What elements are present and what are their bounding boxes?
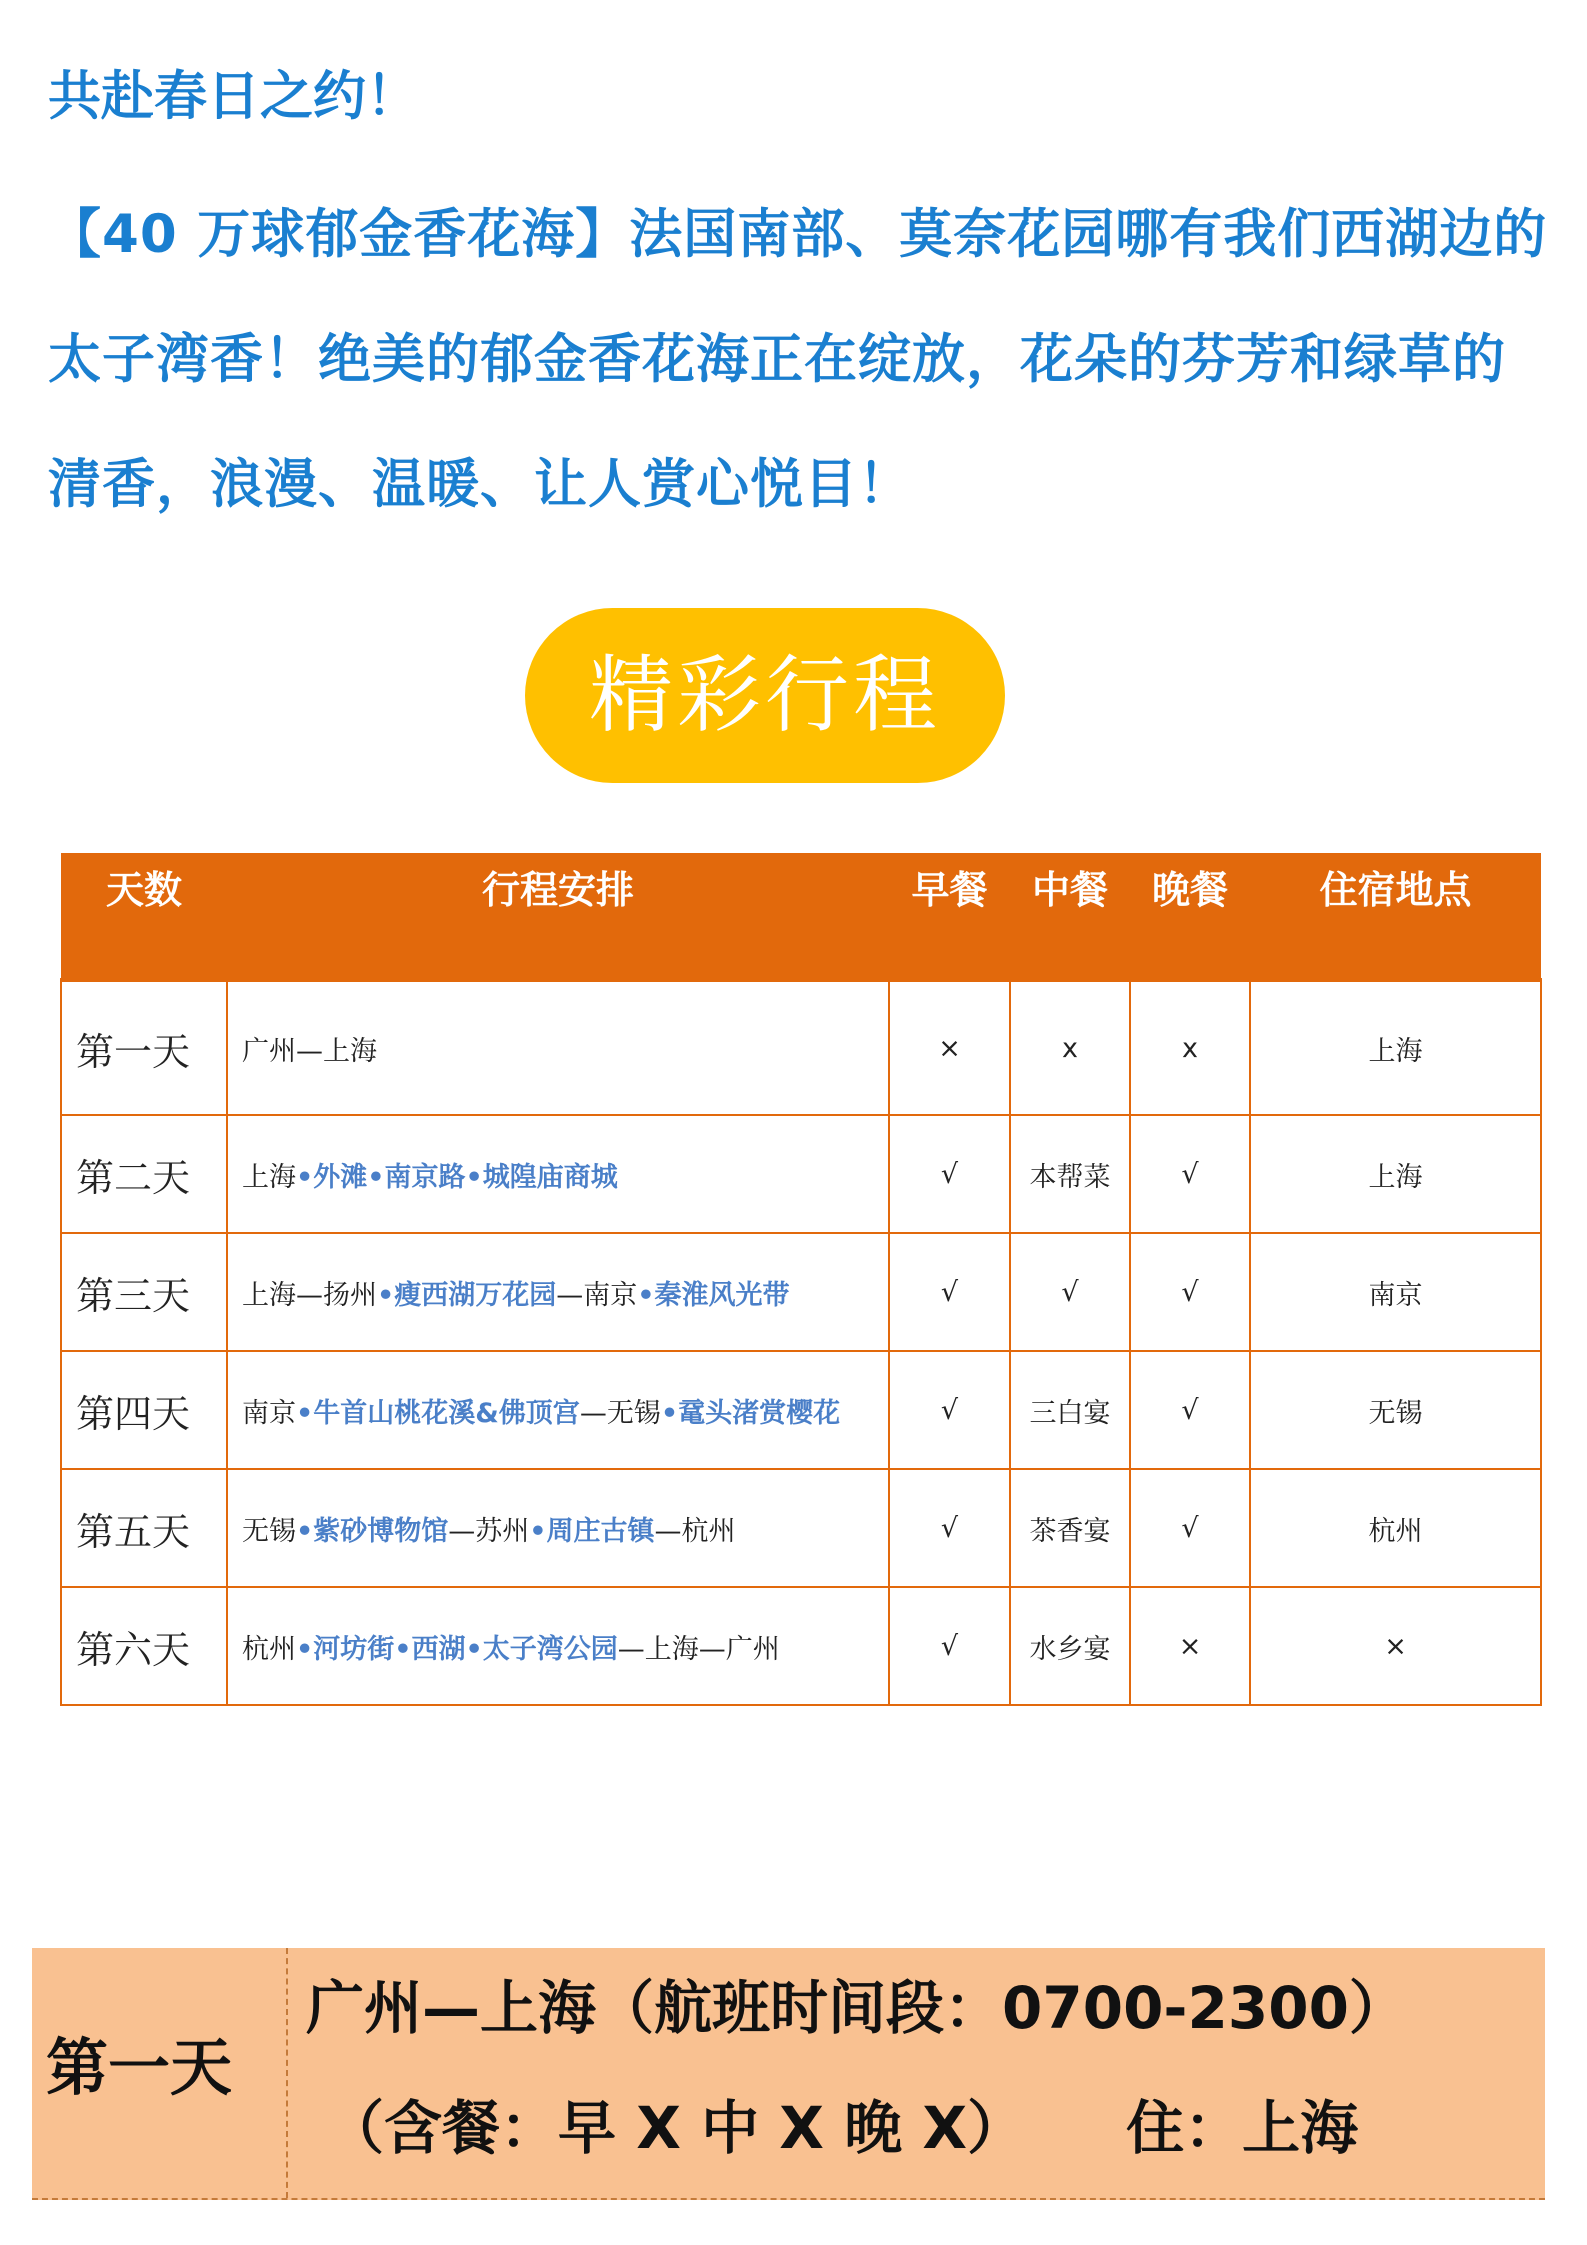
table-row — [61, 1587, 1541, 1705]
cell-accommodation: × — [1250, 1587, 1541, 1705]
cell-breakfast: √ — [889, 1351, 1010, 1469]
table-row — [61, 1351, 1541, 1469]
cell-day: 第三天 — [61, 1233, 227, 1351]
route-highlight: •瘦西湖万花园 — [377, 1279, 557, 1311]
cell-breakfast: × — [889, 980, 1010, 1115]
cell-lunch: 三白宴 — [1010, 1351, 1130, 1469]
route-text: —南京 — [556, 1279, 638, 1311]
cell-lunch: x — [1010, 980, 1130, 1115]
cell-day: 第四天 — [61, 1351, 227, 1469]
route-text: 上海 — [242, 1161, 296, 1193]
cell-route — [227, 980, 889, 1115]
route-text: —苏州 — [448, 1515, 530, 1547]
route-text: —上海—广州 — [617, 1633, 780, 1665]
intro-section — [48, 42, 1558, 547]
table-row — [61, 1233, 1541, 1351]
cell-accommodation: 上海 — [1250, 980, 1541, 1115]
cell-day: 第一天 — [61, 980, 227, 1115]
header-dinner: 晚餐 — [1130, 853, 1250, 980]
cell-dinner: √ — [1130, 1469, 1250, 1587]
cell-dinner: √ — [1130, 1233, 1250, 1351]
cell-dinner: √ — [1130, 1115, 1250, 1233]
cell-day: 第五天 — [61, 1469, 227, 1587]
route-highlight: •鼋头渚赏樱花 — [660, 1397, 841, 1429]
table-row — [61, 980, 1541, 1115]
section-banner: 精彩行程 — [525, 608, 1005, 783]
header-accommodation: 住宿地点 — [1250, 853, 1541, 980]
cell-route — [227, 1587, 889, 1705]
day-detail-meals-stay: （含餐：早 X 中 X 晚 X） 住：上海 — [326, 2094, 1359, 2162]
route-text: 上海—扬州 — [242, 1279, 377, 1311]
cell-accommodation: 杭州 — [1250, 1469, 1541, 1587]
cell-day: 第六天 — [61, 1587, 227, 1705]
intro-paragraph: 【40 万球郁金香花海】法国南部、莫奈花园哪有我们西湖边的太子湾香！绝美的郁金香花海正在绽放，花朵的芬芳和绿草的清香，浪漫、温暖、让人赏心悦目！ — [48, 204, 1548, 515]
itinerary-table — [60, 853, 1542, 1706]
cell-day: 第二天 — [61, 1115, 227, 1233]
table-header-row — [61, 853, 1541, 980]
route-text: 无锡 — [242, 1515, 296, 1547]
route-text: 杭州 — [242, 1633, 296, 1665]
day-detail-label: 第一天 — [46, 2031, 233, 2104]
route-highlight: •牛首山桃花溪&佛顶宫 — [296, 1397, 580, 1429]
cell-dinner: × — [1130, 1587, 1250, 1705]
day-detail-divider — [286, 1948, 288, 2198]
day-detail-box — [32, 1948, 1545, 2200]
header-breakfast: 早餐 — [889, 853, 1010, 980]
header-itinerary: 行程安排 — [227, 853, 889, 980]
cell-route — [227, 1115, 889, 1233]
cell-breakfast: √ — [889, 1587, 1010, 1705]
intro-headline: 共赴春日之约！ — [48, 66, 419, 127]
cell-lunch: √ — [1010, 1233, 1130, 1351]
cell-breakfast: √ — [889, 1115, 1010, 1233]
table-row — [61, 1115, 1541, 1233]
header-lunch: 中餐 — [1010, 853, 1130, 980]
cell-route — [227, 1469, 889, 1587]
route-text: 广州—上海 — [242, 1035, 377, 1067]
cell-accommodation: 南京 — [1250, 1233, 1541, 1351]
cell-lunch: 本帮菜 — [1010, 1115, 1130, 1233]
table-row — [61, 1469, 1541, 1587]
cell-breakfast: √ — [889, 1233, 1010, 1351]
day-detail-route: 广州—上海（航班时间段：0700-2300） — [306, 1974, 1407, 2042]
cell-breakfast: √ — [889, 1469, 1010, 1587]
route-highlight: •周庄古镇 — [529, 1515, 655, 1547]
route-text: 南京 — [242, 1397, 296, 1429]
header-days: 天数 — [61, 853, 227, 980]
cell-accommodation: 无锡 — [1250, 1351, 1541, 1469]
route-text: —无锡 — [579, 1397, 661, 1429]
route-highlight: •河坊街•西湖•太子湾公园 — [296, 1633, 618, 1665]
cell-dinner: x — [1130, 980, 1250, 1115]
cell-route — [227, 1233, 889, 1351]
cell-lunch: 水乡宴 — [1010, 1587, 1130, 1705]
cell-accommodation: 上海 — [1250, 1115, 1541, 1233]
route-text: —杭州 — [654, 1515, 736, 1547]
cell-dinner: √ — [1130, 1351, 1250, 1469]
cell-route — [227, 1351, 889, 1469]
cell-lunch: 茶香宴 — [1010, 1469, 1130, 1587]
route-highlight: •秦淮风光带 — [637, 1279, 790, 1311]
route-highlight: •外滩•南京路•城隍庙商城 — [296, 1161, 618, 1193]
route-highlight: •紫砂博物馆 — [296, 1515, 449, 1547]
